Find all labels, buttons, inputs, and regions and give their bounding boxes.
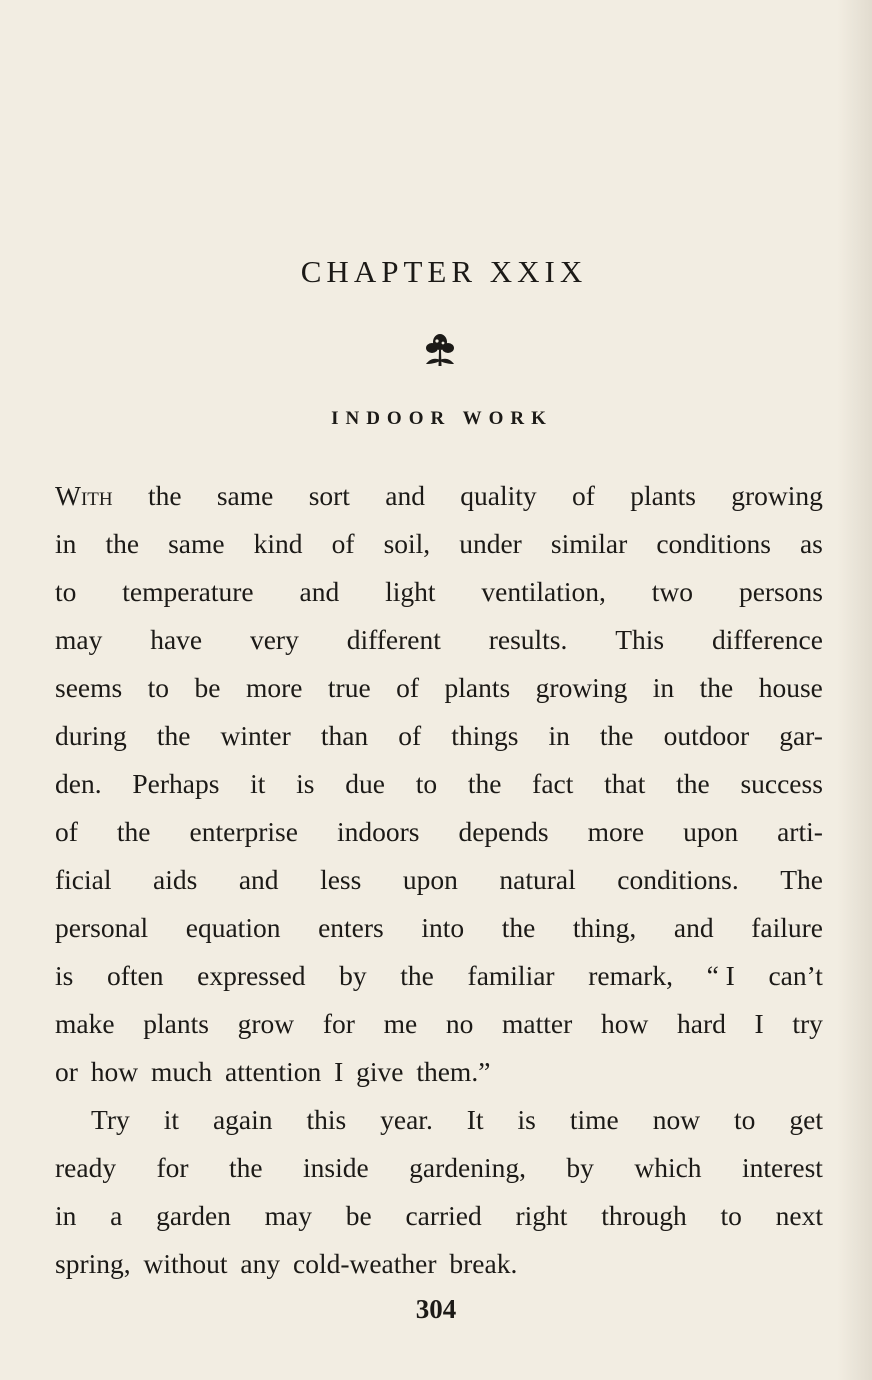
word: outdoor <box>663 720 750 751</box>
word: thing, <box>572 912 637 943</box>
text-line <box>55 760 823 808</box>
word: to <box>55 576 77 607</box>
word: can’t <box>768 960 823 991</box>
text-line <box>55 1048 823 1096</box>
word: have <box>150 624 203 655</box>
paragraph-start-line <box>55 1096 823 1144</box>
word: of <box>396 672 420 703</box>
word: ficial <box>55 864 112 895</box>
word: indoors <box>336 816 420 847</box>
text-line <box>55 1144 823 1192</box>
word: under <box>459 528 522 559</box>
word: growing <box>731 480 823 511</box>
word: during <box>55 720 127 751</box>
word: upon <box>402 864 458 895</box>
word: and <box>299 576 340 607</box>
word: of <box>331 528 355 559</box>
word: house <box>758 672 823 703</box>
word: more <box>245 672 303 703</box>
word: and <box>673 912 714 943</box>
word: into <box>421 912 465 943</box>
word: the <box>676 768 710 799</box>
word: it <box>163 1104 179 1135</box>
word: quality <box>460 480 537 511</box>
word: the <box>147 480 182 511</box>
word: inside <box>303 1152 369 1183</box>
lead-word: With <box>55 480 113 511</box>
word: the <box>105 528 140 559</box>
word: by <box>339 960 367 991</box>
word: is <box>55 960 74 991</box>
word: for <box>322 1008 355 1039</box>
word: conditions <box>656 528 771 559</box>
word: no <box>445 1008 474 1039</box>
word: in <box>548 720 570 751</box>
word: the <box>156 720 191 751</box>
text-line <box>55 904 823 952</box>
word: gar- <box>779 720 823 751</box>
word: equation <box>185 912 281 943</box>
word: arti- <box>777 816 823 847</box>
word: for <box>156 1152 189 1183</box>
word: which <box>634 1152 702 1183</box>
word: the <box>699 672 734 703</box>
word: natural <box>499 864 576 895</box>
word: often <box>106 960 164 991</box>
word: make <box>55 1008 115 1039</box>
chapter-title: CHAPTER XXIX <box>300 254 588 289</box>
word: next <box>775 1200 823 1231</box>
word: of <box>398 720 422 751</box>
word: interest <box>741 1152 823 1183</box>
word: the <box>400 960 434 991</box>
word: The <box>780 864 823 895</box>
word: plants <box>143 1008 209 1039</box>
word: is <box>517 1104 536 1135</box>
word: a <box>110 1200 123 1231</box>
section-heading: INDOOR WORK <box>331 408 553 429</box>
word: ready <box>55 1152 117 1183</box>
body-text <box>55 472 823 1288</box>
word: true <box>327 672 371 703</box>
word: as <box>799 528 823 559</box>
word: ventilation, <box>481 576 606 607</box>
word: fact <box>532 768 574 799</box>
word: I <box>754 1008 764 1039</box>
word: to <box>147 672 170 703</box>
word: remark, <box>588 960 673 991</box>
word: two <box>651 576 694 607</box>
word: in <box>55 1200 77 1231</box>
word: “ I <box>706 960 735 991</box>
text-line <box>55 568 823 616</box>
word: try <box>792 1008 823 1039</box>
word: grow <box>237 1008 295 1039</box>
word: winter <box>220 720 291 751</box>
word: upon <box>683 816 739 847</box>
word: different <box>346 624 441 655</box>
word: year. <box>380 1104 433 1135</box>
word: depends <box>458 816 549 847</box>
text-line <box>55 1000 823 1048</box>
page-number: 304 <box>415 1294 457 1324</box>
word: is <box>296 768 315 799</box>
word: the <box>467 768 502 799</box>
word: temperature <box>122 576 254 607</box>
word: than <box>320 720 369 751</box>
word: less <box>320 864 362 895</box>
word: plants <box>630 480 696 511</box>
word: by <box>566 1152 594 1183</box>
word: Try <box>91 1104 130 1135</box>
word: similar <box>550 528 628 559</box>
word: matter <box>502 1008 573 1039</box>
word: failure <box>751 912 823 943</box>
word: enters <box>318 912 384 943</box>
word: conditions. <box>617 864 739 895</box>
word: me <box>383 1008 418 1039</box>
word: more <box>587 816 645 847</box>
word: same <box>168 528 225 559</box>
word: and <box>238 864 279 895</box>
word: kind <box>253 528 303 559</box>
word: the <box>116 816 151 847</box>
word: things <box>451 720 519 751</box>
word: gardening, <box>409 1152 526 1183</box>
text-line <box>55 1240 823 1288</box>
word: persons <box>738 576 823 607</box>
word: this <box>306 1104 347 1135</box>
word: personal <box>55 912 149 943</box>
word: This <box>615 624 665 655</box>
word: results. <box>488 624 568 655</box>
text-line <box>55 616 823 664</box>
text-line <box>55 1192 823 1240</box>
text-line <box>55 664 823 712</box>
text-line <box>55 520 823 568</box>
word: be <box>194 672 221 703</box>
word: now <box>652 1104 701 1135</box>
word: in <box>55 528 77 559</box>
word: of <box>571 480 595 511</box>
text-line <box>55 952 823 1000</box>
word: that <box>604 768 646 799</box>
word: seems <box>55 672 123 703</box>
word: enterprise <box>189 816 298 847</box>
word: to <box>720 1200 742 1231</box>
word: same <box>216 480 274 511</box>
word: again <box>212 1104 273 1135</box>
text-line <box>55 856 823 904</box>
word: very <box>249 624 299 655</box>
word: to <box>415 768 438 799</box>
word: carried <box>405 1200 482 1231</box>
word: spring, without any cold-weather break. <box>55 1248 518 1279</box>
word: it <box>250 768 266 799</box>
word: and <box>385 480 425 511</box>
word: It <box>466 1104 484 1135</box>
word: through <box>601 1200 687 1231</box>
word: success <box>740 768 823 799</box>
word: be <box>345 1200 372 1231</box>
word: the <box>501 912 536 943</box>
text-line <box>55 808 823 856</box>
word: Perhaps <box>132 768 220 799</box>
word: in <box>652 672 675 703</box>
word: aids <box>153 864 198 895</box>
word: may <box>55 624 103 655</box>
word: growing <box>535 672 628 703</box>
flower-ornament-icon <box>423 330 457 370</box>
word: garden <box>156 1200 231 1231</box>
word: how <box>600 1008 649 1039</box>
word: due <box>345 768 385 799</box>
word: light <box>385 576 436 607</box>
word: den. <box>55 768 102 799</box>
word: time <box>569 1104 619 1135</box>
word: of <box>55 816 78 847</box>
word: plants <box>444 672 511 703</box>
word: soil, <box>383 528 431 559</box>
word: hard <box>676 1008 726 1039</box>
word: expressed <box>197 960 306 991</box>
text-line <box>55 472 823 520</box>
word: difference <box>711 624 823 655</box>
word: may <box>264 1200 312 1231</box>
text-line <box>55 712 823 760</box>
word: or how much attention I give them.” <box>55 1056 491 1087</box>
word: sort <box>308 480 350 511</box>
word: the <box>229 1152 263 1183</box>
word: right <box>515 1200 568 1231</box>
word: familiar <box>467 960 555 991</box>
word: to <box>734 1104 756 1135</box>
word: get <box>789 1104 823 1135</box>
word: the <box>599 720 634 751</box>
